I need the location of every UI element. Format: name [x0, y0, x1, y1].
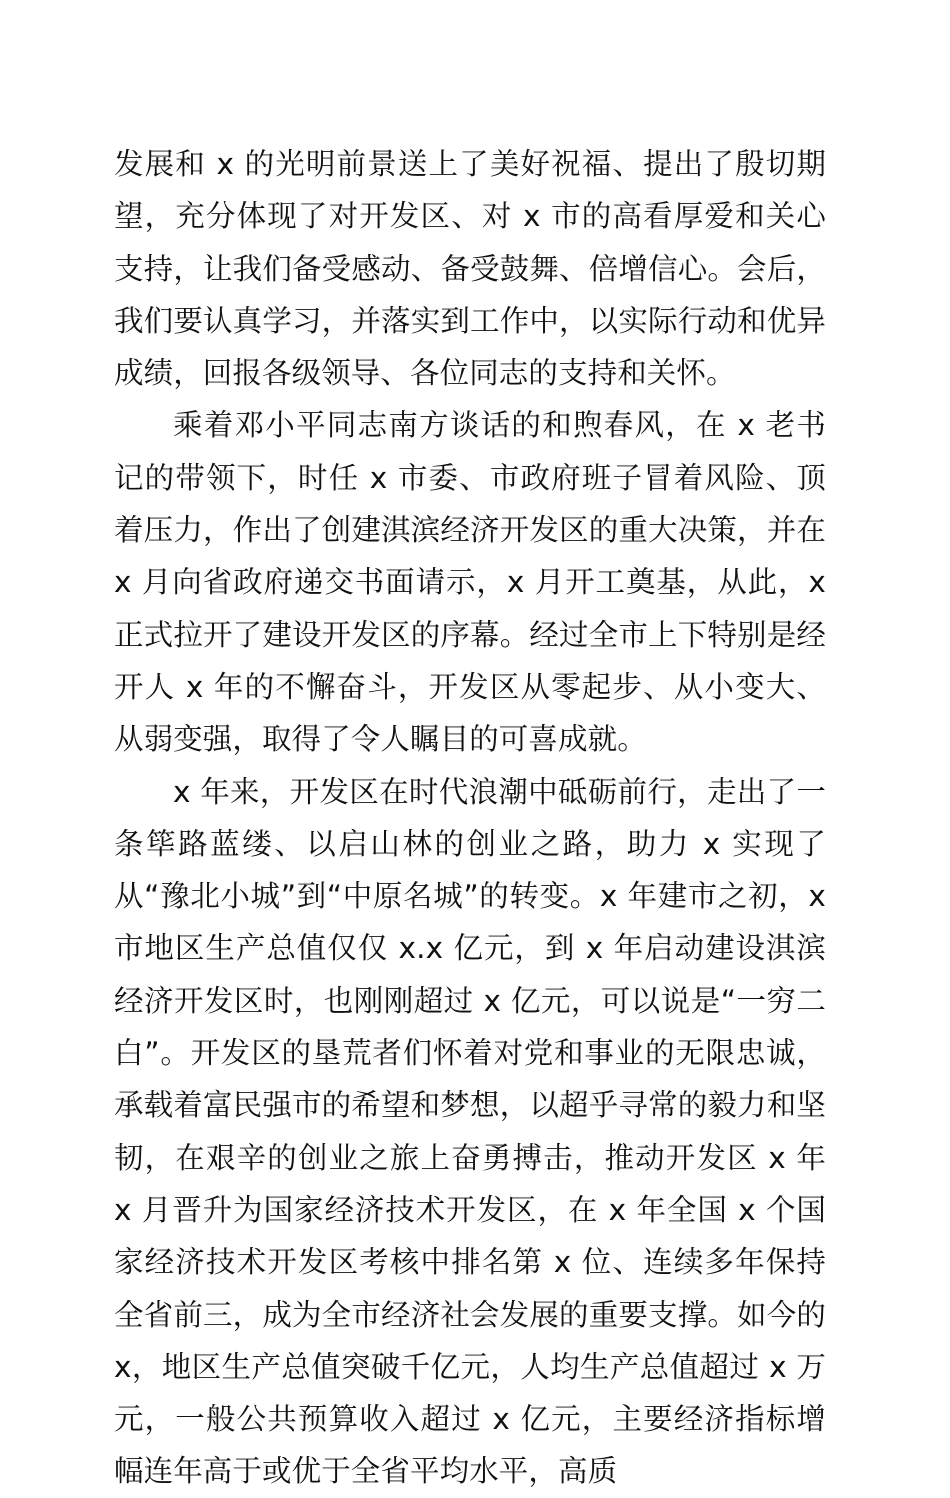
document-text-body: [114, 138, 826, 1498]
paragraph-3: x 年来，开发区在时代浪潮中砥砺前行，走出了一条筚路蓝缕、以启山林的创业之路，助力 x 实现了从“豫北小城”到“中原名城”的转变。x 年建市之初，x 市地区生产总值仅仅 x.x 亿元，到 x 年启动建设淇滨经济开发区时，也刚刚超过 x 亿元，可以说是“一穷二白”。开发区的垦荒者们怀着对党和事业的无限忠诚，承载着富民强市的希望和梦想，以超乎寻常的毅力和坚韧，在艰辛的创业之旅上奋勇搏击，推动开发区 x 年 x 月晋升为国家经济技术开发区，在 x 年全国 x 个国家经济技术开发区考核中排名第 x 位、连续多年保持全省前三，成为全市经济社会发展的重要支撑。如今的 x，地区生产总值突破千亿元，人均生产总值超过 x 万元，一般公共预算收入超过 x 亿元，主要经济指标增幅连年高于或优于全省平均水平，高质: [114, 774, 826, 1489]
paragraph-1: 发展和 x 的光明前景送上了美好祝福、提出了殷切期望，充分体现了对开发区、对 x 市的高看厚爱和关心支持，让我们备受感动、备受鼓舞、倍增信心。会后，我们要认真学习，并落实到工作中，以实际行动和优异成绩，回报各级领导、各位同志的支持和关怀。: [114, 147, 826, 391]
paragraph-2: 乘着邓小平同志南方谈话的和煦春风，在 x 老书记的带领下，时任 x 市委、市政府班子冒着风险、顶着压力，作出了创建淇滨经济开发区的重大决策，并在 x 月向省政府递交书面请示，x 月开工奠基，从此，x 正式拉开了建设开发区的序幕。经过全市上下特别是经开人 x 年的不懈奋斗，开发区从零起步、从小变大、从弱变强，取得了令人瞩目的可喜成就。: [114, 408, 826, 757]
